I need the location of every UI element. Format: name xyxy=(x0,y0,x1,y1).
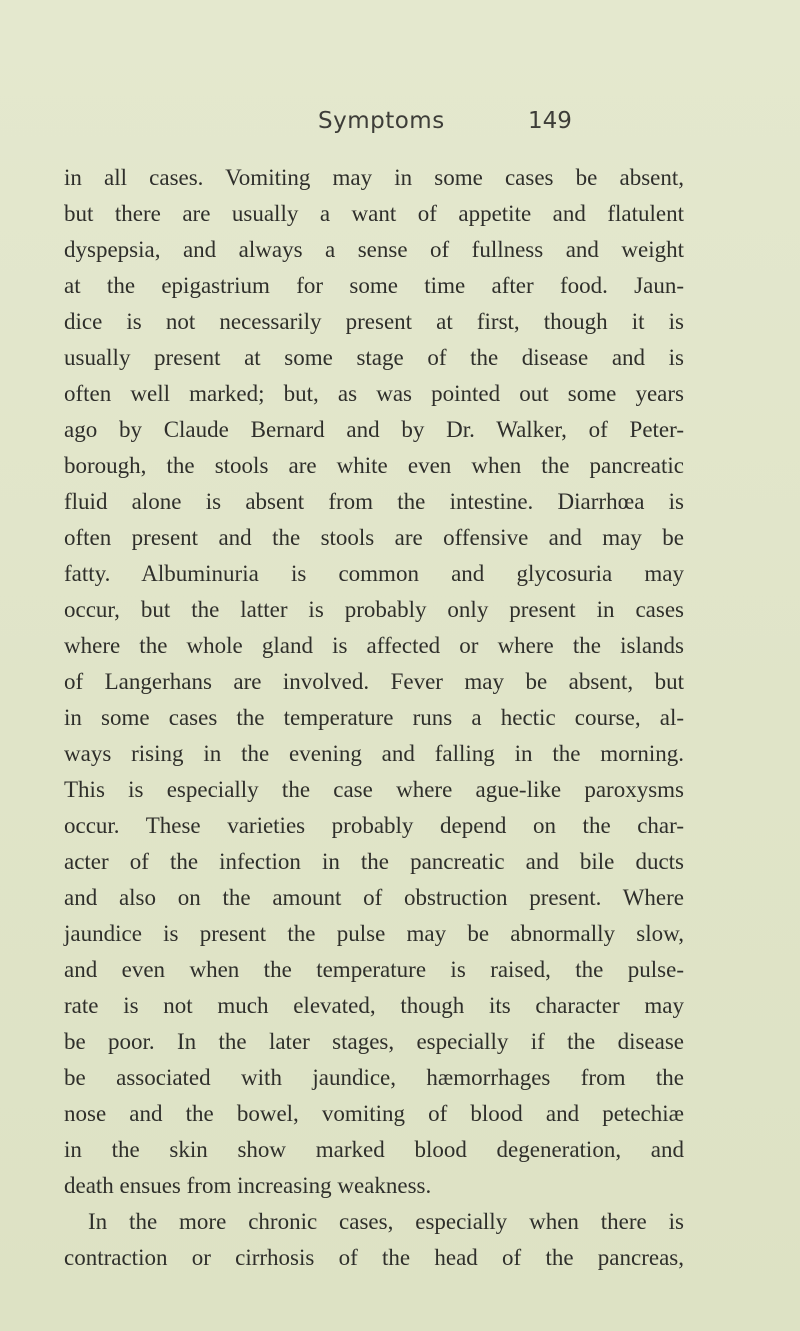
text-line: fluid alone is absent from the intestine. Diarrhœa is xyxy=(64,489,684,514)
running-head xyxy=(0,102,800,142)
text-line: rate is not much elevated, though its character may xyxy=(64,993,684,1018)
text-line: often present and the stools are offensive and may be xyxy=(64,525,684,550)
text-line: dice is not necessarily present at first, though it is xyxy=(64,309,684,334)
text-line: ways rising in the evening and falling in the morning. xyxy=(64,741,684,766)
text-line: ago by Claude Bernard and by Dr. Walker, of Peter- xyxy=(64,417,684,442)
text-line: often well marked; but, as was pointed out some years xyxy=(64,381,684,406)
text-line: but there are usually a want of appetite and flatulent xyxy=(64,201,684,226)
text-line: and also on the amount of obstruction present. Where xyxy=(64,885,684,910)
text-line: This is especially the case where ague-like paroxysms xyxy=(64,777,684,802)
text-line: occur, but the latter is probably only present in cases xyxy=(64,597,684,622)
text-line: acter of the infection in the pancreatic and bile ducts xyxy=(64,849,684,874)
text-line: In the more chronic cases, especially when there is xyxy=(88,1209,684,1234)
text-line: in the skin show marked blood degeneration, and xyxy=(64,1137,684,1162)
text-line: fatty. Albuminuria is common and glycosuria may xyxy=(64,561,684,586)
text-line: jaundice is present the pulse may be abnormally slow, xyxy=(64,921,684,946)
text-line: be poor. In the later stages, especially if the disease xyxy=(64,1029,684,1054)
running-title: Symptoms xyxy=(318,108,445,134)
text-line: in some cases the temperature runs a hectic course, al- xyxy=(64,705,684,730)
text-line: of Langerhans are involved. Fever may be absent, but xyxy=(64,669,684,694)
text-line: at the epigastrium for some time after food. Jaun- xyxy=(64,273,684,298)
text-line: and even when the temperature is raised, the pulse- xyxy=(64,957,684,982)
text-line: be associated with jaundice, hæmorrhages from the xyxy=(64,1065,684,1090)
text-line: where the whole gland is affected or where the islands xyxy=(64,633,684,658)
text-line: usually present at some stage of the disease and is xyxy=(64,345,684,370)
text-line: death ensues from increasing weakness. xyxy=(64,1173,432,1198)
body-text xyxy=(64,160,684,1276)
text-line: borough, the stools are white even when the pancreatic xyxy=(64,453,684,478)
text-line: contraction or cirrhosis of the head of the pancreas, xyxy=(64,1245,684,1270)
text-line: in all cases. Vomiting may in some cases be absent, xyxy=(64,165,684,190)
text-line: occur. These varieties probably depend on the char- xyxy=(64,813,684,838)
text-line: dyspepsia, and always a sense of fullness and weight xyxy=(64,237,684,262)
text-line: nose and the bowel, vomiting of blood and petechiæ xyxy=(64,1101,684,1126)
page-number: 149 xyxy=(528,108,572,134)
